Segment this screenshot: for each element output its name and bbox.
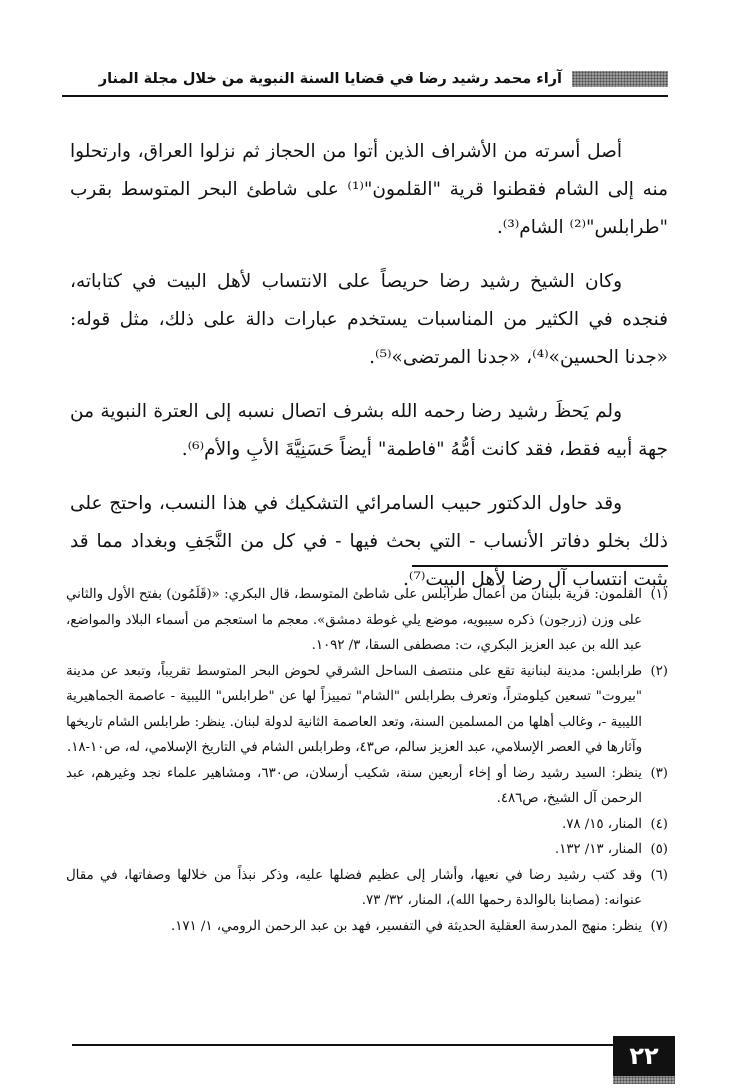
footnote-text: ينظر: السيد رشيد رضا أو إخاء أربعين سنة، شكيب أرسلان، ص٦٣٠، ومشاهير علماء نجد وغيرهم، عبد الرحمن آل الشيخ، ص٤٨٦. (66, 765, 642, 806)
paragraph: ولم يَحظَ رشيد رضا رحمه الله بشرف اتصال نسبه إلى العترة النبوية من جهة أبيه فقط، فقد كانت أمُّهُ "فاطمة" أيضاً حَسَنِيَّةَ الأبِ والأم⁽⁶⁾. (70, 401, 668, 460)
header-ornament-band (572, 71, 668, 87)
page-number: ٢٢ (613, 1036, 675, 1076)
paragraph: أصل أسرته من الأشراف الذين أتوا من الحجاز ثم نزلوا العراق، وارتحلوا منه إلى الشام فقطنوا قرية "القلمون"⁽¹⁾ على شاطئ البحر المتوسط بقرب "طرابلس"⁽²⁾ الشام⁽³⁾. (70, 141, 668, 238)
footnote-text: المنار، ١٥/ ٧٨. (562, 816, 642, 832)
footnote-text: ينظر: منهج المدرسة العقلية الحديثة في التفسير، فهد بن عبد الرحمن الرومي، ١/ ١٧١. (171, 918, 642, 934)
footnote-number: (٧) (650, 918, 668, 934)
page-number-ornament-band (613, 1076, 675, 1084)
footnotes (66, 582, 668, 939)
footnote-text: طرابلس: مدينة لبنانية تقع على منتصف الساحل الشرقي لحوض البحر المتوسط تقريباً، وتبعد عن مدينة "بيروت" تسعين كيلومتراً، وتعرف بطرابلس "الشام" تمييزاً لها عن "طرابلس" الليبية - عاصمة الجماهيرية الليبية -، وغالب أهلها من المسلمين السنة، وتعد العاصمة الثانية لدولة لبنان. ينظر: طرابلس الشام تاريخها وآثارها في العصر الإسلامي، عبد العزيز سالم، ص٤٣، وطرابلس الشام في التاريخ الإسلامي، له، ص١٠-١٨. (66, 663, 642, 755)
running-header-title: آراء محمد رشيد رضا في قضايا السنة النبوية من خلال مجلة المنار (98, 71, 562, 87)
footnote (66, 863, 668, 914)
footnote-number: (٣) (650, 765, 668, 781)
footnote-number: (٥) (650, 842, 668, 857)
paragraph: وكان الشيخ رشيد رضا حريصاً على الانتساب لأهل البيت في كتاباته، فنجده في الكثير من المناسبات يستخدم عبارات دالة على ذلك، مثل قوله: «جدنا الحسين»⁽⁴⁾، «جدنا المرتضى»⁽⁵⁾. (70, 271, 668, 368)
footnote-number: (١) (650, 587, 668, 602)
footnote (66, 914, 668, 940)
footer-rule (72, 1044, 668, 1046)
footnote (66, 812, 668, 838)
footnote-number: (٦) (650, 867, 668, 883)
footnote-text: القلمون: قرية بلبنان من أعمال طرابلس على شاطئ المتوسط، قال البكري: «(قَلَمُون) بفتح الأول والثاني على وزن (زرجون) ذكره سيبويه، موضع يلي غوطة دمشق». معجم ما استعجم من أسماء البلاد والمواضع، عبد الله بن عبد العزيز البكري، ت: مصطفى السقا، ٣/ ١٠٩٢. (66, 587, 642, 653)
footnote (66, 659, 668, 761)
footnote (66, 582, 668, 659)
footnote-number: (٢) (650, 663, 668, 679)
footnote (66, 761, 668, 812)
running-header (62, 66, 668, 92)
footnote-text: وقد كتب رشيد رضا في نعيها، وأشار إلى عظيم فضلها عليه، وذكر نبذاً من خلالها وصفاتها، في مقال عنوانه: (مصابنا بالوالدة رحمها الله)، المنار، ٣٢/ ٧٣. (66, 867, 642, 908)
paragraph: وقد حاول الدكتور حبيب السامرائي التشكيك في هذا النسب، واحتج على ذلك بخلو دفاتر الأنساب - التي بحث فيها - في كل من النَّجَفِ وبغداد مما قد يثبت انتساب آل رضا لأهل البيت⁽⁷⁾. (70, 493, 668, 590)
footnote-number: (٤) (650, 816, 668, 832)
header-rule (62, 95, 668, 97)
main-text (70, 133, 668, 615)
footnote-separator (412, 565, 668, 567)
footnote-text: المنار، ١٣/ ١٣٢. (554, 842, 642, 857)
footnote (66, 837, 668, 863)
